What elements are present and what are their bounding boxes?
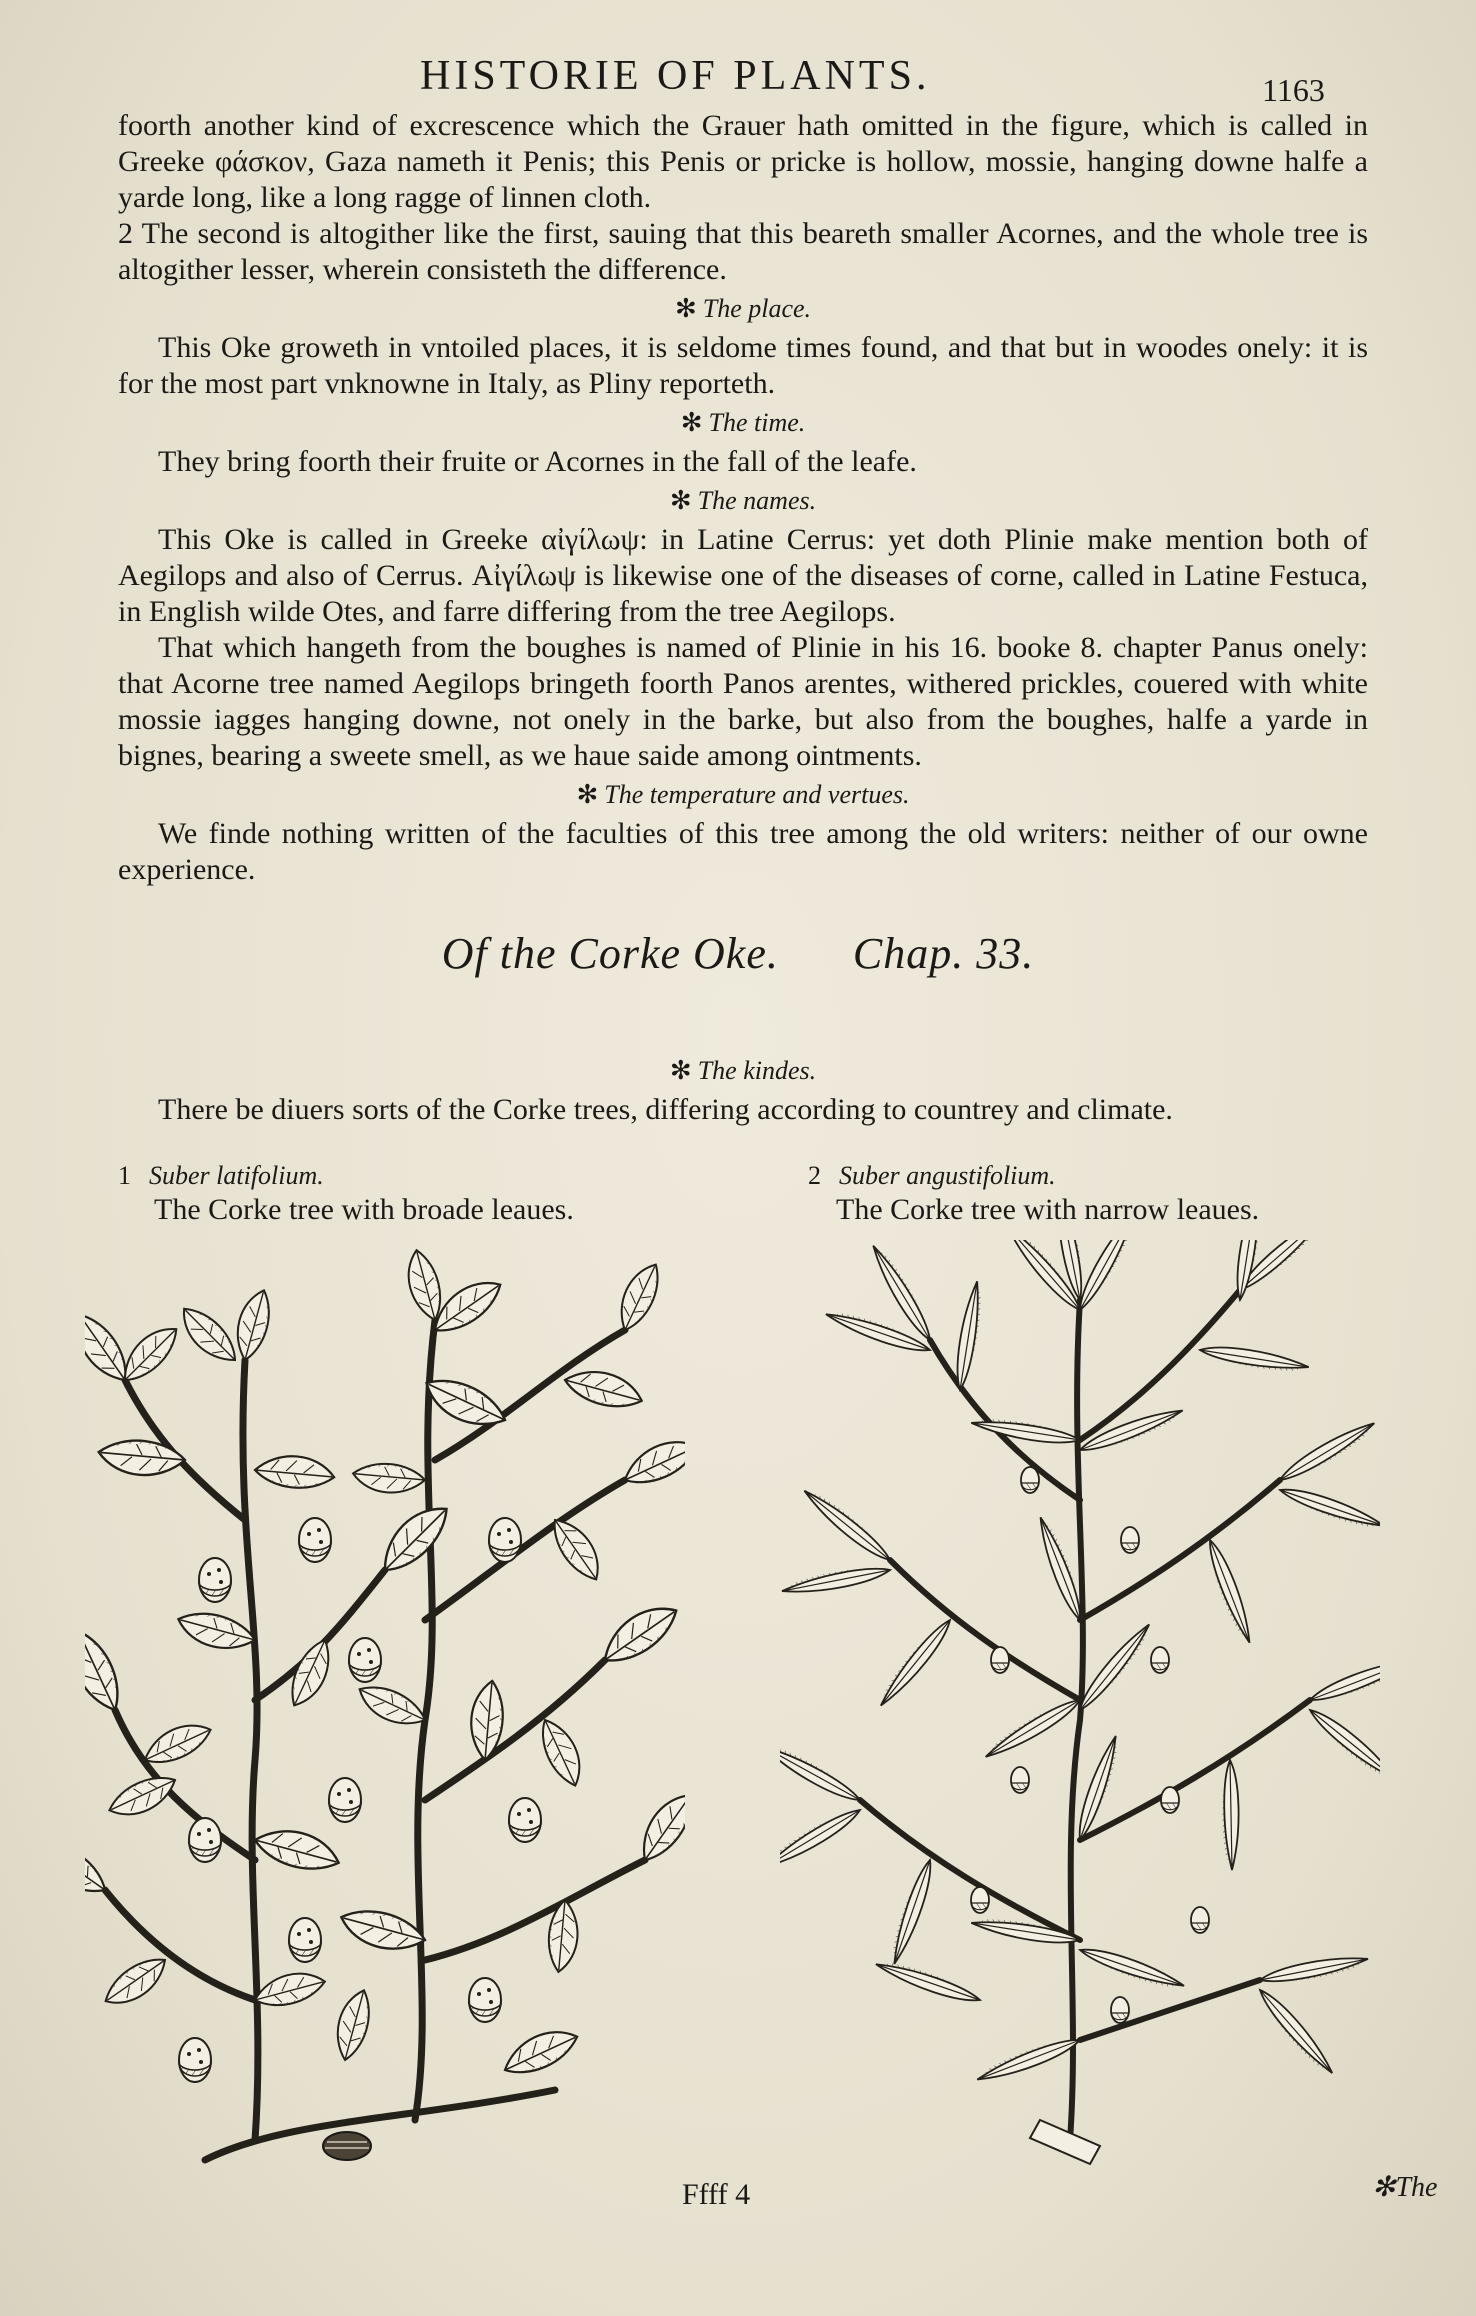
figure-latin-name: Suber latifolium. [149,1161,324,1190]
signature-mark: Ffff 4 [682,2178,751,2211]
heading-place: ✻ The place. [674,294,812,323]
paragraph-time: They bring foorth their fruite or Acornes in the fall of the leafe. [158,445,917,478]
paragraph-boughes: That which hangeth from the boughes is named of Plinie in his 16. booke 8. chapter Panus onely: that Acorne tree named Aegilops bringeth foorth Panos arentes, withered prickles, couered with white mossie iagges hanging downe, not onely in the barke, but also from the boughes, halfe a yarde in bignes, bearing a sweete smell, as we haue saide among ointments. [118,631,1368,772]
paragraph-second-kind: 2 The second is altogither like the first, sauing that this beareth smaller Acornes, and the whole tree is altogither lesser, wherein consisteth the difference. [118,217,1368,286]
catchword: ✻The [1372,2172,1438,2203]
asterisk-icon: ✻ [1372,2172,1396,2203]
paragraph-names: This Oke is called in Greeke αἰγίλωψ: in Latine Cerrus: yet doth Plinie make mention both of Aegilops and also of Cerrus. Αἰγίλωψ is likewise one of the diseases of corne, called in Latine Festuca, in English wilde Otes, and farre differing from the tree Aegilops. [118,523,1368,628]
paragraph-excrescence: foorth another kind of excrescence which the Grauer hath omitted in the figure, which is called in Greeke φάσκον, Gaza nameth it Penis; this Penis or pricke is hollow, mossie, hanging downe halfe a yarde long, like a long ragge of linnen cloth. [118,109,1368,214]
paragraph-temperature: We finde nothing written of the faculties of this tree among the old writers: neither of our owne experience. [118,817,1368,886]
heading-names: ✻ The names. [669,486,817,515]
narrowleaf-cork-oak-woodcut [780,1240,1380,2180]
running-title: HISTORIE OF PLANTS. [420,53,931,99]
body-text [118,108,1368,888]
kinds-section [118,1050,1368,1128]
figure-latin-name: Suber angustifolium. [839,1161,1056,1190]
figure-english-name: The Corke tree with broade leaues. [154,1193,574,1226]
page-header [0,50,1476,110]
asterisk-icon: ✻ [680,408,703,437]
heading-kinds: ✻ The kindes. [669,1056,817,1085]
figure-number: 2 [808,1161,821,1190]
chapter-number: Chap. 33. [852,929,1035,978]
broadleaf-cork-oak-woodcut [85,1240,685,2180]
figure-caption-1 [118,1160,574,1228]
paragraph-kinds: There be diuers sorts of the Corke trees, differing according to countrey and climate. [158,1093,1173,1126]
asterisk-icon: ✻ [576,780,599,809]
asterisk-icon: ✻ [674,294,697,323]
paragraph-place: This Oke groweth in vntoiled places, it is seldome times found, and that but in woodes onely: it is for the most part vnknowne in Italy, as Pliny reporteth. [118,331,1368,400]
chapter-title: Of the Corke Oke. [441,929,779,978]
heading-temperature: ✻ The temperature and vertues. [576,780,910,809]
asterisk-icon: ✻ [669,1056,692,1085]
heading-time: ✻ The time. [680,408,806,437]
asterisk-icon: ✻ [669,486,692,515]
figure-caption-2 [808,1160,1259,1228]
figure-english-name: The Corke tree with narrow leaues. [836,1193,1260,1226]
figure-number: 1 [118,1161,131,1190]
page-number: 1163 [1262,72,1325,108]
chapter-heading [0,928,1476,979]
